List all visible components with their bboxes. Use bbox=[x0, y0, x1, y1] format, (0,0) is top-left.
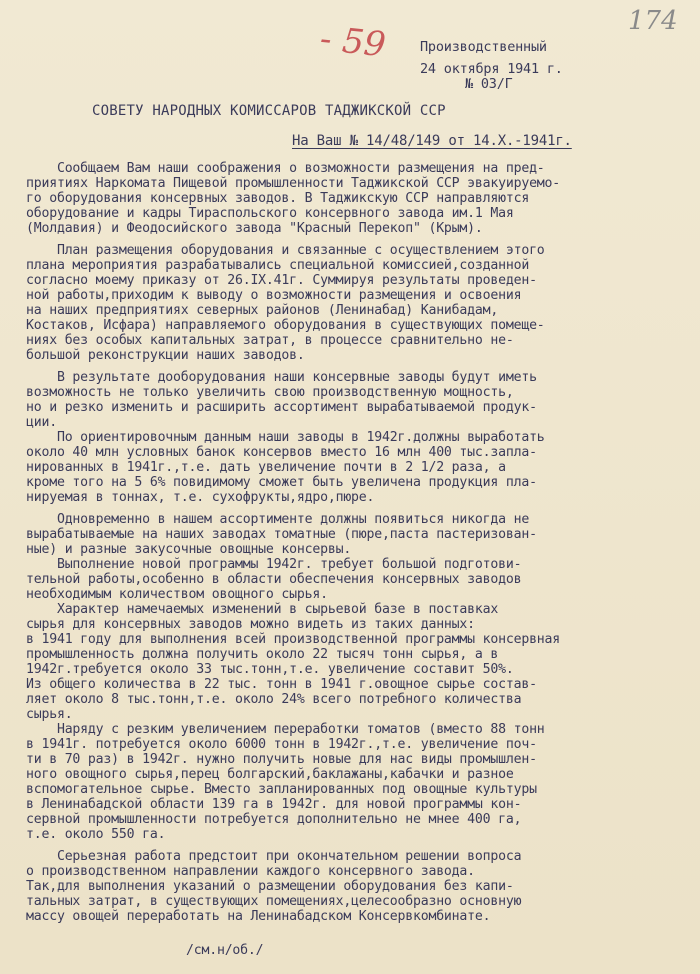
body-line: План размещения оборудования и связанные с осуществлением этого bbox=[26, 243, 545, 258]
body-line: необходимым количеством овощного сырья. bbox=[26, 587, 328, 602]
body-line: ниях без особых капитальных затрат, в процессе сравнительно не- bbox=[26, 333, 514, 348]
body-line: го оборудования консервных заводов. В Таджикскую ССР направляются bbox=[26, 191, 530, 206]
body-line: кроме того на 5 6% повидимому сможет быть увеличена продукция пла- bbox=[26, 475, 537, 490]
body-line: сырья для консервных заводов можно видеть из таких данных: bbox=[26, 617, 475, 632]
body-line: ные) и разные закусочные овощные консервы. bbox=[26, 542, 352, 557]
body-line: Из общего количества в 22 тыс. тонн в 1941 г.овощное сырье состав- bbox=[26, 677, 537, 692]
body-line: плана мероприятия разрабатывались специальной комиссией,созданной bbox=[26, 258, 530, 273]
body-line: ляет около 8 тыс.тонн,т.е. около 24% всего потребного количества bbox=[26, 692, 522, 707]
body-line: но и резко изменить и расширить ассортимент вырабатываемой продук- bbox=[26, 400, 537, 415]
body-line: ного овощного сырья,перец болгарский,баклажаны,кабачки и разное bbox=[26, 767, 514, 782]
body-line: 1942г.требуется около 33 тыс.тонн,т.е. увеличение составит 50%. bbox=[26, 662, 514, 677]
body-line: В результате дооборудования наши консервные заводы будут иметь bbox=[26, 370, 537, 385]
body-line: ти в 70 раз) в 1942г. нужно получить новые для нас виды промышлен- bbox=[26, 752, 537, 767]
body-line: тельной работы,особенно в области обеспечения консервных заводов bbox=[26, 572, 522, 587]
header-category: Производственный bbox=[420, 39, 547, 55]
body-line: вспомогательное сырье. Вместо запланированных под овощные культуры bbox=[26, 782, 537, 797]
body-line: Серьезная работа предстоит при окончательном решении вопроса bbox=[26, 849, 522, 864]
handwritten-page-number-red: - 59 bbox=[318, 18, 388, 66]
body-line: Наряду с резким увеличением переработки томатов (вместо 88 тонн bbox=[26, 722, 545, 737]
body-line: тальных затрат, в существующих помещениях,целесообразно основную bbox=[26, 894, 522, 909]
body-line: сырья. bbox=[26, 707, 73, 722]
body-line: нированных в 1941г.,т.е. дать увеличение почти в 2 1/2 раза, а bbox=[26, 460, 506, 475]
header-date: 24 октября 1941 г. bbox=[420, 61, 563, 77]
body-line: Костаков, Исфара) направляемого оборудования в существующих помеще- bbox=[26, 318, 545, 333]
body-line: Выполнение новой программы 1942г. требует большой подготови- bbox=[26, 557, 522, 572]
body-line: (Молдавия) и Феодосийского завода "Красный Перекоп" (Крым). bbox=[26, 221, 483, 236]
body-line: т.е. около 550 га. bbox=[26, 827, 166, 842]
body-line: По ориентировочным данным наши заводы в 1942г.должны выработать bbox=[26, 430, 545, 445]
body-line: Так,для выполнения указаний о размещении оборудования без капи- bbox=[26, 879, 514, 894]
body-line: приятиях Наркомата Пищевой промышленности Таджикской ССР эвакуируемо- bbox=[26, 176, 561, 191]
body-line: оборудование и кадры Тираспольского консервного завода им.1 Мая bbox=[26, 206, 514, 221]
body-line: в Ленинабадской области 139 га в 1942г. для новой программы кон- bbox=[26, 797, 522, 812]
body-line: возможность не только увеличить свою производственную мощность, bbox=[26, 385, 514, 400]
body-line: ции. bbox=[26, 415, 57, 430]
body-line: большой реконструкции наших заводов. bbox=[26, 348, 305, 363]
body-line: Характер намечаемых изменений в сырьевой базе в поставках bbox=[26, 602, 499, 617]
body-line: согласно моему приказу от 26.IX.41г. Суммируя результаты проведен- bbox=[26, 273, 537, 288]
body-line: на наших предприятиях северных районов (Ленинабад) Канибадам, bbox=[26, 303, 499, 318]
body-line: сервной промышленности потребуется дополнительно не мнее 400 га, bbox=[26, 812, 522, 827]
body-line: Одновременно в нашем ассортименте должны появиться никогда не bbox=[26, 512, 530, 527]
body-line: массу овощей переработать на Ленинабадском Консервкомбинате. bbox=[26, 909, 491, 924]
body-line: о производственном направлении каждого консервного завода. bbox=[26, 864, 475, 879]
footer-note: /см.н/об./ bbox=[186, 943, 264, 958]
body-line: промышленность должна получить около 22 тысяч тонн сырья, а в bbox=[26, 647, 499, 662]
body-line: нируемая в тоннах, т.е. сухофрукты,ядро,пюре. bbox=[26, 490, 375, 505]
body-line: ной работы,приходим к выводу о возможности размещения и освоения bbox=[26, 288, 522, 303]
header-number: № 03/Г bbox=[465, 76, 513, 92]
body-line: около 40 млн условных банок консервов вместо 16 млн 400 тыс.запла- bbox=[26, 445, 537, 460]
body-line: в 1941 году для выполнения всей производственной программы консервная bbox=[26, 632, 561, 647]
body-line: вырабатываемые на наших заводах томатные (пюре,паста пастеризован- bbox=[26, 527, 537, 542]
archive-sheet-number: 174 bbox=[628, 6, 678, 36]
body-line: Сообщаем Вам наши соображения о возможности размещения на пред- bbox=[26, 161, 545, 176]
addressee: СОВЕТУ НАРОДНЫХ КОМИССАРОВ ТАДЖИКСКОЙ ССР bbox=[92, 103, 446, 119]
reference-line: На Ваш № 14/48/149 от 14.X.-1941г. bbox=[292, 133, 572, 149]
body-line: в 1941г. потребуется около 6000 тонн в 1942г.,т.е. увеличение поч- bbox=[26, 737, 537, 752]
